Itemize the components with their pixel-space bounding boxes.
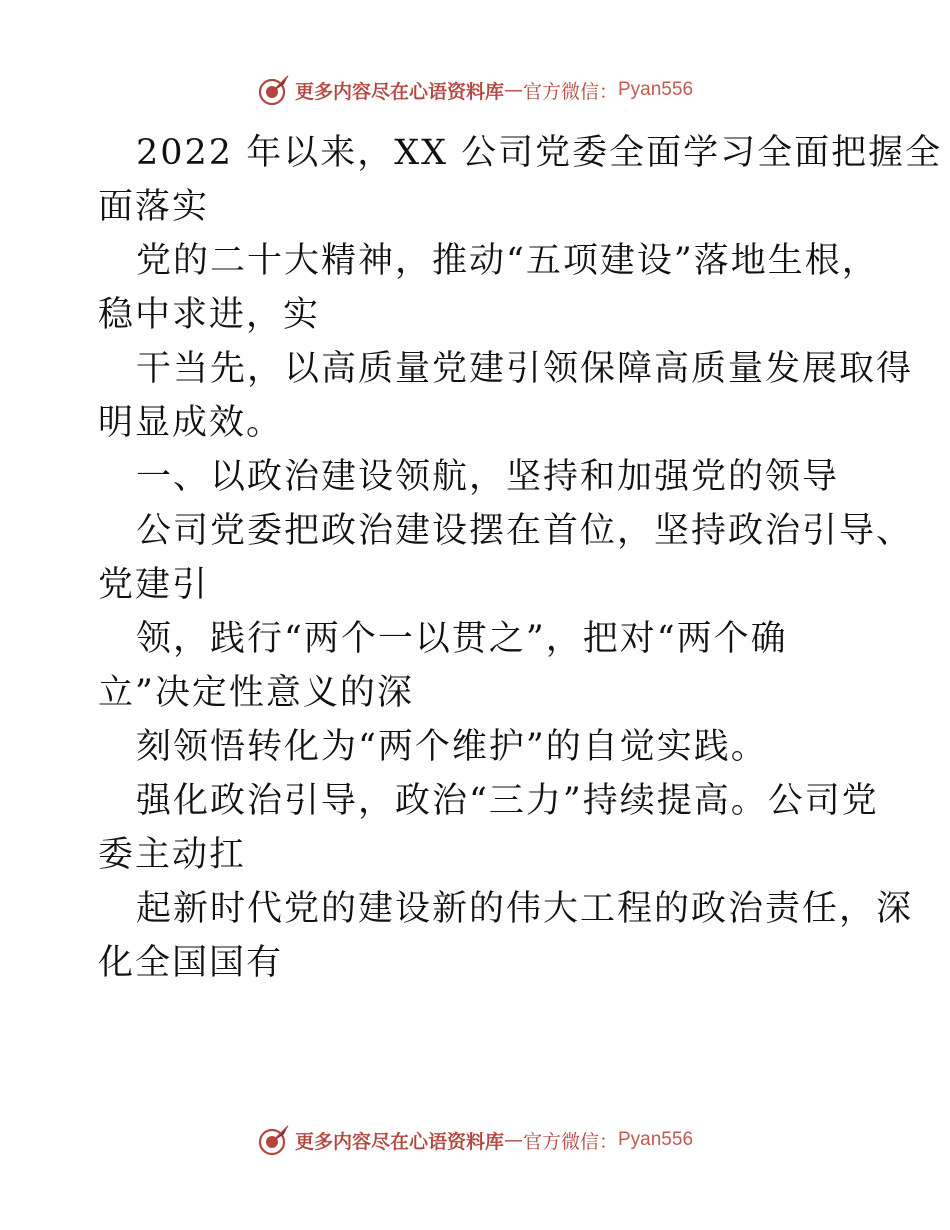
banner-wechat-label: 官方微信： xyxy=(522,1130,618,1153)
quill-pen-icon xyxy=(257,1123,291,1157)
paragraph xyxy=(98,720,868,774)
paragraph xyxy=(98,504,914,612)
paragraph xyxy=(98,612,868,720)
paragraph-line: 干当先，以高质量党建引领保障高质量发展取得 xyxy=(136,349,914,389)
paragraph-line: 党的二十大精神，推动“五项建设”落地生根， xyxy=(136,241,879,281)
banner-wechat-label: 官方微信： xyxy=(522,80,618,103)
section-heading xyxy=(98,450,868,504)
banner-wechat-id: Pyan556 xyxy=(618,1129,694,1150)
paragraph-line: 起新时代党的建设新的伟大工程的政治责任，深 xyxy=(136,889,914,929)
paragraph-line: 委主动扛 xyxy=(98,835,247,875)
paragraph-line: 明显成效。 xyxy=(98,403,284,443)
paragraph xyxy=(98,126,943,234)
paragraph xyxy=(98,882,914,990)
paragraph-line: 领，践行“两个一以贯之”，把对“两个确 xyxy=(136,619,788,659)
banner-wechat-id: Pyan556 xyxy=(618,79,694,100)
footer-banner xyxy=(0,1120,950,1160)
paragraph-line: 刻领悟转化为“两个维护”的自觉实践。 xyxy=(136,727,768,767)
paragraph-line: 公司党委把政治建设摆在首位，坚持政治引导、 xyxy=(136,511,914,551)
paragraph xyxy=(98,342,914,450)
paragraph-line: 立”决定性意义的深 xyxy=(98,673,414,713)
paragraph-line: 2022 年以来，XX 公司党委全面学习全面把握全 xyxy=(136,133,943,173)
paragraph-line: 化全国国有 xyxy=(98,943,284,983)
heading-line: 一、以政治建设领航，坚持和加强党的领导 xyxy=(136,457,840,497)
paragraph-line: 稳中求进，实 xyxy=(98,295,321,335)
paragraph xyxy=(98,234,879,342)
banner-dash: — xyxy=(503,1129,523,1151)
header-banner xyxy=(0,70,950,110)
paragraph-line: 强化政治引导，政治“三力”持续提高。公司党 xyxy=(136,781,879,821)
banner-brand-text: 更多内容尽在心语资料库 xyxy=(294,1130,504,1153)
quill-pen-icon xyxy=(257,73,291,107)
paragraph-line: 党建引 xyxy=(98,565,210,605)
banner-brand-text: 更多内容尽在心语资料库 xyxy=(294,80,504,103)
paragraph-line: 面落实 xyxy=(98,187,210,227)
paragraph xyxy=(98,774,879,882)
document-body xyxy=(98,126,943,990)
banner-dash: — xyxy=(503,79,523,101)
